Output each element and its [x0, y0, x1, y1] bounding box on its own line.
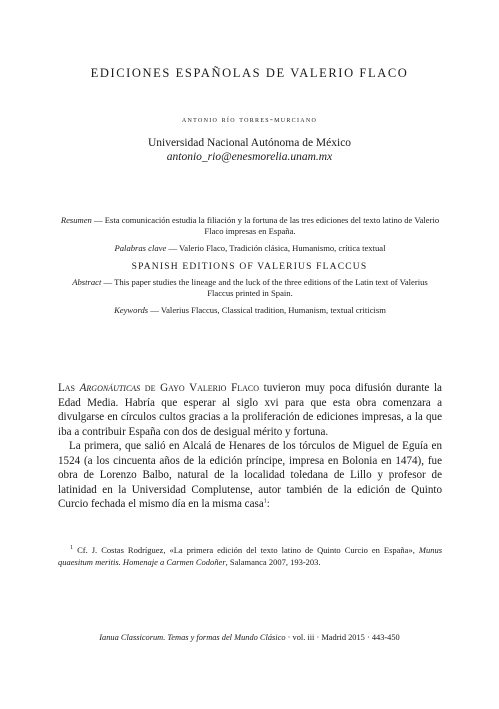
paragraph-2: La primera, que salió en Alcalá de Henares de los tórculos de Miguel de Eguía en 1524 (a los cincuenta años de la edición príncipe, impresa en Bolonia en 1474), fue obra de Lorenzo Balbo, natural de la localidad toledana de Lillo y profesor de latinidad en la Universidad Complutense, autor también de la edición de Quinto Curcio fechada el mismo día en la misma casa$^1$:: [58, 440, 442, 510]
abstract-es-text: — Esta comunicación estudia la filiación y la fortuna de las tres ediciones del texto latino de Valerio Flaco impresas en España.: [91, 215, 440, 236]
author-email[interactable]: antonio_rio@enesmorelia.unam.mx: [166, 151, 333, 163]
affiliation: Universidad Nacional Autónoma de México: [147, 137, 352, 149]
journal-name: Ianua Classicorum. Temas y formas del Mundo Clásico: [99, 633, 286, 642]
journal-details: · vol. iii · Madrid 2015 · 443-450: [285, 633, 400, 642]
abstract-es: [60, 215, 440, 237]
keywords-es-text: — Valerio Flaco, Tradición clásica, Humanismo, crítica textual: [166, 243, 386, 253]
abstract-en-label: Abstract: [72, 277, 102, 287]
paper-title: EDICIONES ESPAÑOLAS DE VALERIO FLACO: [90, 66, 409, 80]
keywords-es-label: Palabras clave: [114, 243, 167, 253]
abstract-es-label: Resumen: [60, 215, 92, 225]
footnote-ref[interactable]: 1: [263, 498, 267, 505]
work-title: Argonáuticas: [79, 382, 141, 394]
english-title: SPANISH EDITIONS OF VALERIUS FLACCUS: [131, 262, 368, 272]
page-footer: [0, 633, 499, 642]
affiliation-block: [0, 136, 499, 164]
footnote-book-title: Munus quaesitum meritis. Homenaje a Carmen Codoñer: [58, 545, 442, 567]
abstract-en: [60, 277, 440, 299]
footnote: $^1$ Cf. J. Costas Rodríguez, «La primera edición del texto latino de Quinto Curcio en España», Munus quaesitum meritis. Homenaje a Carmen Codoñer, Salamanca 2007, 193-203.: [58, 545, 442, 567]
body-text: [58, 381, 442, 512]
paragraph-1-text: tuvieron muy poca difusión durante la Edad Media. Habría que esperar al siglo xvi para que esta obra comenzara a divulgarse en círculos cultos gracias a la proliferación de ediciones impresas, a la que iba a contribuir España con dos de desigual mérito y fortuna.: [58, 382, 442, 438]
author-name: antonio río torres-murciano: [181, 114, 318, 124]
paragraph-2-text: La primera, que salió en Alcalá de Henares de los tórculos de Miguel de Eguía en 1524 (a los cincuenta años de la edición príncipe, impresa en Bolonia en 1474), fue obra de Lorenzo Balbo, natural de la localidad toledana de Lillo y profesor de latinidad en la Universidad Complutense, autor también de la edición de Quinto Curcio fechada el mismo día en la misma casa: [58, 440, 442, 510]
paragraph-1: [58, 381, 442, 439]
opening-small-caps: Las Argonáuticas de Gayo Valerio Flaco: [58, 382, 260, 394]
keywords-en-text: — Valerius Flaccus, Classical tradition, Humanism, textual criticism: [148, 305, 386, 315]
footnote-mark: 1: [70, 545, 74, 552]
keywords-en-label: Keywords: [114, 305, 149, 315]
keywords-en: [60, 305, 440, 316]
abstract-en-text: — This paper studies the lineage and the luck of the three editions of the Latin text of Valerius Flaccus printed in Spain.: [101, 277, 428, 298]
keywords-es: [60, 243, 440, 254]
